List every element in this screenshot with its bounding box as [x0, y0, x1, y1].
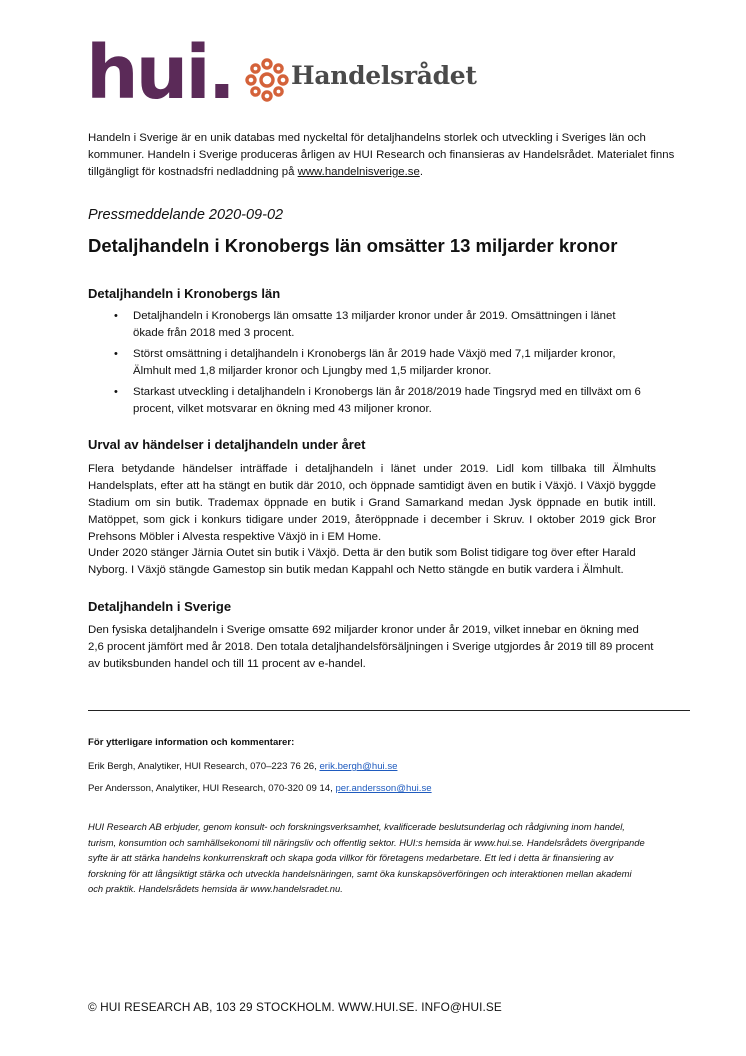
list-item	[88, 384, 648, 418]
about-paragraph: HUI Research AB erbjuder, genom konsult- och forskningsverksamhet, kvalificerade beslutsunderlag och rådgivning inom handel, turism, konsumtion och samhällsekonomi till näringsliv och offentlig sektor. HUI:s hemsida är www.hui.se. Handelsrådets övergripande syfte är att stärka handelns konkurrenskraft och skapa goda villkor för företagens medarbetare. Ett led i detta är finansiering av forskning för att långsiktigt stärka och utveckla handelsnäringen, samt öka kunskapsöverföringen och interaktionen mellan akademi och praktik. Handelsrådets hemsida är www.handelsradet.nu.	[88, 821, 645, 895]
list-item	[88, 308, 648, 342]
bullet-text: Störst omsättning i detaljhandeln i Kronobergs län år 2019 hade Växjö med 7,1 miljarder kronor, Älmhult med 1,8 miljarder kronor och Ljungby med 1,5 miljarder kronor.	[133, 348, 616, 377]
contact-per-andersson	[88, 783, 432, 794]
intro-paragraph	[88, 130, 690, 181]
contact-heading: För ytterligare information och kommentarer:	[88, 737, 295, 748]
svg-text:hui.: hui.	[86, 30, 233, 116]
contact-text: Erik Bergh, Analytiker, HUI Research, 070–223 76 26,	[88, 761, 320, 772]
press-release-date: Pressmeddelande 2020-09-02	[88, 207, 284, 223]
intro-after: .	[419, 166, 423, 178]
divider	[88, 710, 690, 711]
kronoberg-bullet-list	[88, 308, 648, 422]
events-paragraph-1: Flera betydande händelser inträffade i detaljhandeln i länet under 2019. Lidl kom tillbaka till Älmhults Handelsplats, efter att ha stängt en butik där 2010, och öppnade samtidigt även en butik i Växjö. I Växjö byggde Stadium om sin butik. Trademax öppnade en butik i Grand Samarkand medan Jysk öppnade en butik intill. Matöppet, som gick i konkurs tidigare under 2019, återöppnade i december i Skruv. I oktober 2019 gick Bror Prehsons Möbler i Alvesta respektive Växjö in i EM Home.	[88, 463, 656, 543]
bullet-text: Detaljhandeln i Kronobergs län omsatte 13 miljarder kronor under år 2019. Omsättningen i länet ökade från 2018 med 3 procent.	[133, 310, 616, 339]
bullet-icon: •	[114, 386, 118, 398]
bullet-icon: •	[114, 310, 118, 322]
section-heading-events: Urval av händelser i detaljhandeln under året	[88, 437, 366, 452]
hui-logo	[86, 30, 233, 116]
section-heading-kronoberg: Detaljhandeln i Kronobergs län	[88, 286, 281, 301]
intro-text: Handeln i Sverige är en unik databas med nyckeltal för detaljhandelns storlek och utveckling i Sveriges län och kommuner. Handeln i Sverige produceras årligen av HUI Research och finansieras av Handelsrådet. Materialet finns tillgängligt för kostnadsfri nedladdning på	[88, 132, 675, 178]
bullet-icon: •	[114, 348, 118, 360]
contact-text: Per Andersson, Analytiker, HUI Research, 070-320 09 14,	[88, 783, 336, 794]
section-heading-sweden: Detaljhandeln i Sverige	[88, 599, 232, 614]
footer: © HUI RESEARCH AB, 103 29 STOCKHOLM. WWW.HUI.SE. INFO@HUI.SE	[88, 1000, 502, 1014]
events-paragraph-2: Under 2020 stänger Järnia Outet sin butik i Växjö. Detta är den butik som Bolist tidigare tog över efter Harald Nyborg. I Växjö stängde Gamestop sin butik medan Kappahl och Netto stängde en butik vardera i Älmhult.	[88, 547, 636, 576]
handelsradet-logo-text: Handelsrådet	[291, 61, 477, 90]
page-title: Detaljhandeln i Kronobergs län omsätter 13 miljarder kronor	[88, 235, 618, 256]
handelnisverige-link[interactable]: www.handelnisverige.se	[297, 166, 420, 178]
handelsradet-logo-mark	[245, 58, 289, 102]
email-link-erik-bergh[interactable]: erik.bergh@hui.se	[319, 761, 398, 772]
sweden-paragraph: Den fysiska detaljhandeln i Sverige omsatte 692 miljarder kronor under år 2019, vilket innebar en ökning med 2,6 procent jämfört med år 2018. Den totala detaljhandelsförsäljningen i Sverige utgjordes år 2019 till 89 procent av butiksbunden handel och till 11 procent av e-handel.	[88, 624, 654, 670]
list-item	[88, 346, 648, 380]
bullet-text: Starkast utveckling i detaljhandeln i Kronobergs län år 2018/2019 hade Tingsryd med en tillväxt om 6 procent, vilket motsvarar en ökning med 43 miljoner kronor.	[133, 386, 641, 415]
contact-erik-bergh	[88, 761, 397, 772]
email-link-per-andersson[interactable]: per.andersson@hui.se	[335, 783, 432, 794]
